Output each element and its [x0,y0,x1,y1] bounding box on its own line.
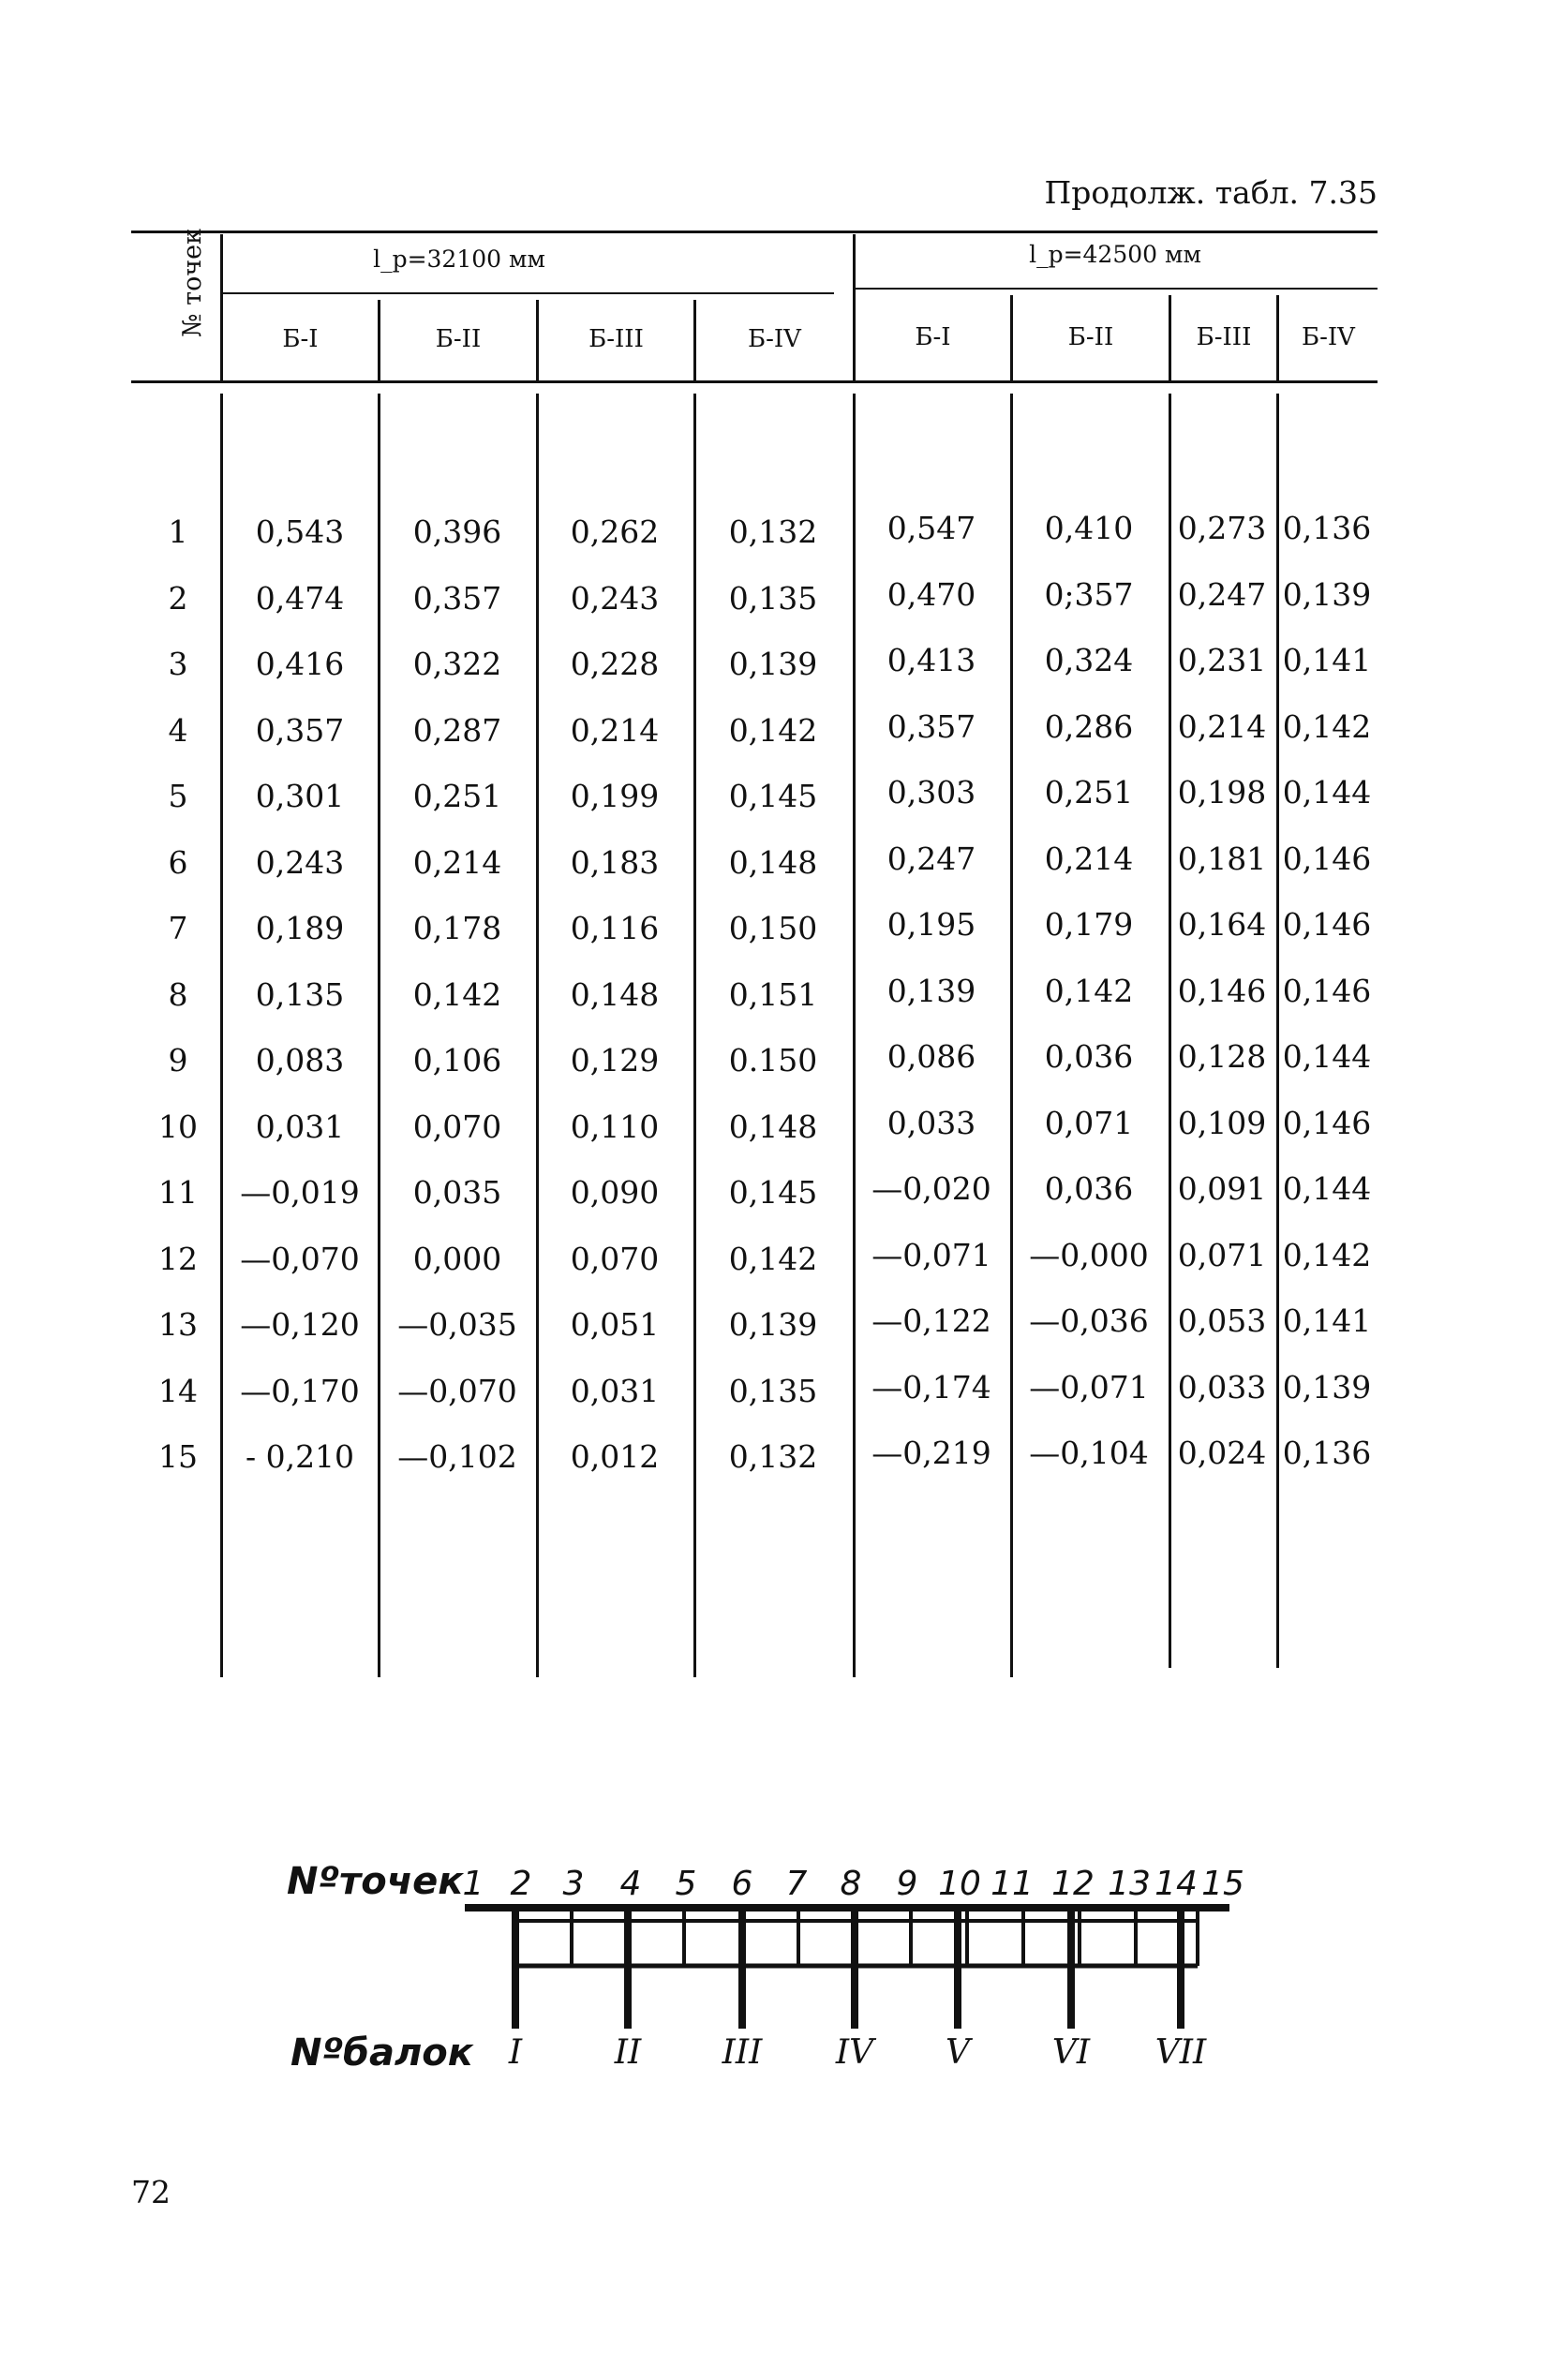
table-cell: 0,243 [255,843,345,881]
point-number: 5 [675,1865,697,1903]
table-cell: 0,179 [1044,906,1134,943]
table-cell: 0,287 [412,711,502,749]
table-cell: —0,120 [240,1306,360,1343]
table-cell: 0,012 [570,1438,660,1475]
table-cell: 0,145 [728,778,818,814]
point-number: 14 [1154,1865,1198,1903]
table-cell: —0,000 [1029,1236,1149,1273]
row-number: 2 [168,579,188,617]
point-number: 12 [1051,1865,1095,1903]
table-cell: 0,146 [1282,906,1372,943]
table-cell: 0,142 [1282,1236,1372,1273]
table-cell: —0,036 [1029,1302,1149,1339]
table-cell: 0,109 [1177,1104,1267,1141]
table-cell: 0,091 [1177,1170,1267,1207]
point-number: 15 [1201,1865,1244,1903]
column-header: Б-I [282,325,319,353]
table-cell: 0,139 [886,972,976,1009]
table-cell: 0,144 [1282,1170,1372,1207]
table-cell: 0,151 [728,975,818,1013]
table-cell: 0,142 [1044,972,1134,1009]
table-cell: 0,031 [570,1372,660,1409]
table-cell: 0,141 [1282,642,1372,678]
table-cell: 0,141 [1282,1302,1372,1339]
table-cell: 0.150 [728,1042,818,1078]
group2-header: l_p=42500 мм [1029,241,1201,268]
point-number: 2 [510,1865,532,1903]
table-cell: 0,071 [1177,1236,1267,1273]
table-cell: 0,357 [255,711,345,749]
table-cell: 0,148 [570,975,660,1013]
table-cell: 0,146 [1282,972,1372,1009]
beams-label: Nºбалок [290,2031,473,2075]
beam-number: VII [1154,2033,1207,2072]
table-cell: —0,070 [397,1372,517,1409]
table-cell: 0,214 [1177,707,1267,745]
table-cell: 0,086 [886,1038,976,1075]
table-cell: 0,024 [1177,1435,1267,1471]
row-number: 7 [168,910,188,946]
table-cell: 0,142 [728,711,818,749]
row-number: 13 [158,1306,198,1343]
table-cell: 0,413 [886,642,976,678]
table-cell: 0,000 [412,1240,502,1277]
point-number: 4 [619,1865,642,1903]
table-cell: 0,135 [728,1372,818,1409]
table-cell: 0,132 [728,513,818,550]
table-cell: 0,164 [1177,906,1267,943]
table-cell: 0,214 [412,843,502,881]
table-cell: —0,122 [871,1302,991,1339]
row-number: 10 [158,1108,198,1145]
table-cell: 0,228 [570,646,660,682]
table-cell: 0,132 [728,1438,818,1475]
table-cell: 0,214 [1044,840,1134,877]
table-cell: 0,357 [886,707,976,745]
table-cell: 0,543 [255,513,345,550]
column-header: Б-III [588,325,644,353]
point-number: 8 [840,1865,862,1903]
table-cell: 0,243 [570,579,660,617]
point-number: 3 [562,1865,585,1903]
points-label: Nºточек [287,1860,464,1903]
beam-number: VI [1051,2033,1091,2072]
table-cell: 0,199 [570,778,660,814]
table-cell: 0,142 [1282,707,1372,745]
beam-number: III [722,2033,763,2072]
column-header: Б-III [1196,323,1252,351]
row-number-header: № точек [178,228,207,337]
point-number: 7 [785,1865,808,1903]
col-divider-0 [220,234,223,382]
table-cell: 0,195 [886,906,976,943]
page-number: 72 [131,2174,171,2210]
table-cell: 0,144 [1282,1038,1372,1075]
table-cell: —0,102 [397,1438,517,1475]
table-cell: 0,116 [570,910,660,946]
table-cell: 0,139 [1282,1368,1372,1406]
beam-number: I [508,2033,523,2072]
row-number: 5 [168,778,188,814]
column-header: Б-I [915,323,951,351]
row-number: 14 [158,1372,198,1409]
col-divider-4 [853,234,856,382]
table-cell: 0,110 [570,1108,660,1145]
group2-rule [853,288,1378,290]
table-cell: 0,146 [1282,1104,1372,1141]
table-cell: 0,036 [1044,1038,1134,1075]
row-number: 8 [168,975,188,1013]
table-cell: 0,145 [728,1174,818,1211]
point-number: 11 [990,1865,1034,1903]
deck-top [465,1904,1229,1911]
table-cell: 0,106 [412,1042,502,1078]
table-cell: 0,214 [570,711,660,749]
beam-number: II [614,2033,642,2072]
point-number: 9 [896,1865,918,1903]
table-cell: 0,090 [570,1174,660,1211]
table-cell: 0,053 [1177,1302,1267,1339]
table-cell: 0,181 [1177,840,1267,877]
table-cell: 0,036 [1044,1170,1134,1207]
table-cell: 0,083 [255,1042,345,1078]
table-cell: 0,070 [412,1108,502,1145]
row-number: 15 [158,1438,198,1475]
row-number: 9 [168,1042,188,1078]
table-cell: 0;357 [1044,575,1134,613]
table-cell: —0,019 [240,1174,360,1211]
table-cell: —0,170 [240,1372,360,1409]
table-cell: —0,035 [397,1306,517,1343]
table-cell: 0,322 [412,646,502,682]
table-cell: 0,262 [570,513,660,550]
table-cell: 0,142 [728,1240,818,1277]
table-cell: 0,128 [1177,1038,1267,1075]
table-cell: 0,146 [1177,972,1267,1009]
table-cell: 0,139 [1282,575,1372,613]
table-cell: 0,136 [1282,1435,1372,1471]
point-number: 6 [731,1865,753,1903]
table-cell: 0,251 [412,778,502,814]
column-header: Б-II [435,325,482,353]
table-cell: 0,033 [1177,1368,1267,1406]
table-cell: 0,144 [1282,774,1372,811]
table-cell: 0,198 [1177,774,1267,811]
row-number: 4 [168,711,188,749]
row-number: 3 [168,646,188,682]
row-number: 1 [168,513,188,550]
column-header: Б-IV [748,325,801,353]
table-cell: 0,071 [1044,1104,1134,1141]
table-cell: —0,071 [871,1236,991,1273]
table-cell: 0,142 [412,975,502,1013]
table-cell: 0,035 [412,1174,502,1211]
table-cell: 0,547 [886,510,976,546]
group1-header: l_p=32100 мм [373,245,545,273]
table-cell: 0,357 [412,579,502,617]
table-cell: 0,303 [886,774,976,811]
table-cell: 0,178 [412,910,502,946]
table-cell: 0,410 [1044,510,1134,546]
table-cell: 0,247 [886,840,976,877]
row-number: 11 [158,1174,198,1211]
table-cell: 0,189 [255,910,345,946]
table-cell: 0,150 [728,910,818,946]
table-cell: 0,136 [1282,510,1372,546]
table-cell: 0,129 [570,1042,660,1078]
table-cell: 0,301 [255,778,345,814]
table-cell: 0,416 [255,646,345,682]
column-header: Б-IV [1302,323,1355,351]
point-number: 13 [1108,1865,1151,1903]
table-cell: 0,146 [1282,840,1372,877]
beam-number: V [946,2033,970,2072]
table-caption: Продолж. табл. 7.35 [1044,174,1378,211]
table-cell: —0,174 [871,1368,991,1406]
table-cell: 0,251 [1044,774,1134,811]
table-cell: 0,231 [1177,642,1267,678]
table-cell: 0,324 [1044,642,1134,678]
table-cell: 0,148 [728,843,818,881]
column-header: Б-II [1067,323,1114,351]
row-number: 6 [168,843,188,881]
point-number: 10 [938,1865,981,1903]
table-cell: 0,070 [570,1240,660,1277]
table-cell: 0,273 [1177,510,1267,546]
table-cell: 0,474 [255,579,345,617]
row-number: 12 [158,1240,198,1277]
table-cell: 0,396 [412,513,502,550]
group1-rule [222,292,834,294]
table-cell: 0,139 [728,646,818,682]
beam-grid-drawing [450,1902,1246,2033]
table-cell: 0,031 [255,1108,345,1145]
table-cell: 0,135 [728,579,818,617]
table-cell: 0,148 [728,1108,818,1145]
table-cell: 0,051 [570,1306,660,1343]
point-number: 1 [462,1865,484,1903]
table-cell: 0,247 [1177,575,1267,613]
table-cell: 0,470 [886,575,976,613]
table-cell: —0,104 [1029,1435,1149,1471]
table-cell: —0,020 [871,1170,991,1207]
beam-number: IV [835,2033,874,2072]
table-cell: 0,033 [886,1104,976,1141]
table-cell: —0,219 [871,1435,991,1471]
table-top-rule [131,231,1378,233]
table-cell: —0,070 [240,1240,360,1277]
table-cell: - 0,210 [245,1438,355,1475]
table-cell: 0,183 [570,843,660,881]
header-bottom-rule [131,380,1378,383]
table-cell: 0,139 [728,1306,818,1343]
table-cell: 0,135 [255,975,345,1013]
table-cell: —0,071 [1029,1368,1149,1406]
table-cell: 0,286 [1044,707,1134,745]
